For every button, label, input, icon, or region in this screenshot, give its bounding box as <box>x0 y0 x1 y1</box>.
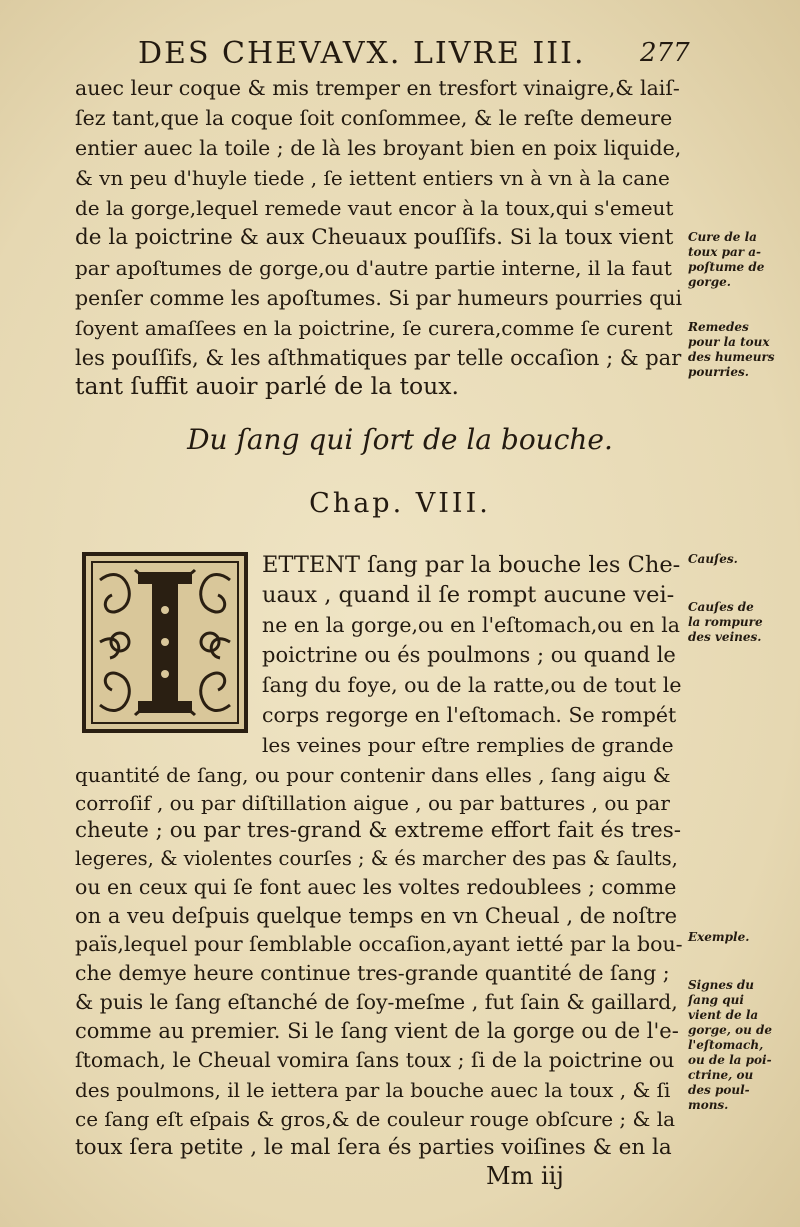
text-line: de la gorge,lequel remede vaut encor à la toux,qui s'emeut <box>75 196 674 220</box>
text-line: ſoyent amaſſees en la poictrine, ſe curera,comme ſe curent <box>75 316 673 340</box>
note-line: Signes du <box>688 978 755 992</box>
note-line: ou de la poi- <box>688 1053 772 1067</box>
running-title: DES CHEVAVX. LIVRE III. <box>138 36 586 71</box>
ornamental-drop-cap <box>80 550 250 735</box>
chapter-heading: Du ſang qui ſort de la bouche. <box>187 423 613 456</box>
note-line: Cure de la <box>688 230 757 244</box>
text-line: ſang du foye, ou de la ratte,ou de tout le <box>262 673 682 697</box>
text-line: les pouſſifs, & les aſthmatiques par telle occaſion ; & par <box>75 346 682 370</box>
text-line: ou en ceux qui ſe font auec les voltes redoublees ; comme <box>75 875 677 899</box>
note-line: la rompure <box>688 615 763 629</box>
marginal-note-causes <box>688 552 794 567</box>
text-line: païs,lequel pour ſemblable occaſion,ayant ietté par la bou- <box>75 932 683 956</box>
text-line: corroſif , ou par diſtillation aigue , ou par battures , ou par <box>75 791 670 815</box>
note-line: ctrine, ou <box>688 1068 754 1082</box>
text-line: les veines pour eſtre remplies de grande <box>262 733 674 757</box>
note-line: Cauſes. <box>688 552 738 566</box>
note-line: des veines. <box>688 630 762 644</box>
note-line: l'eſtomach, <box>688 1038 764 1052</box>
text-line: ſez tant,que la coque ſoit conſommee, & le reſte demeure <box>75 106 673 130</box>
text-line: auec leur coque & mis tremper en tresfort vinaigre,& laiſ- <box>75 76 680 100</box>
text-line: corps regorge en l'eſtomach. Se rompét <box>262 703 677 727</box>
text-line: cheute ; ou par tres-grand & extreme effort fait és tres- <box>75 818 682 843</box>
note-line: ſang qui <box>688 993 744 1007</box>
text-line: uaux , quand il ſe rompt aucune vei- <box>262 582 675 608</box>
page-number: 277 <box>640 38 690 68</box>
note-line: Exemple. <box>688 930 750 944</box>
text-line: ETTENT ſang par la bouche les Che- <box>262 552 681 578</box>
catchword-signature: Mm iij <box>486 1162 564 1190</box>
text-line: & puis le ſang eſtanché de ſoy-meſme , fut ſain & gaillard, <box>75 990 678 1014</box>
note-line: Remedes <box>688 320 749 334</box>
note-line: mons. <box>688 1098 729 1112</box>
running-header <box>0 36 800 72</box>
text-line: des poulmons, il le iettera par la bouche auec la toux , & ſi <box>75 1078 671 1102</box>
text-line: & vn peu d'huyle tiede , ſe iettent entiers vn à vn à la cane <box>75 166 670 190</box>
note-line: pourries. <box>688 365 749 379</box>
marginal-note-remedes <box>688 320 794 380</box>
text-line: tant ſuffit auoir parlé de la toux. <box>75 372 460 400</box>
note-line: gorge. <box>688 275 731 289</box>
drop-cap-ornament <box>80 550 250 735</box>
text-line: ce ſang eſt eſpais & gros,& de couleur rouge obſcure ; & la <box>75 1107 676 1131</box>
note-line: pour la toux <box>688 335 770 349</box>
note-line: poſtume de <box>688 260 765 274</box>
marginal-note-rompure <box>688 600 794 645</box>
note-line: des humeurs <box>688 350 775 364</box>
note-line: gorge, ou de <box>688 1023 773 1037</box>
text-line: penſer comme les apoſtumes. Si par humeurs pourries qui <box>75 286 683 310</box>
text-line: ne en la gorge,ou en l'eſtomach,ou en la <box>262 613 680 637</box>
text-line: toux ſera petite , le mal ſera és parties voiſines & en la <box>75 1135 672 1160</box>
note-line: Cauſes de <box>688 600 754 614</box>
text-line: legeres, & violentes courſes ; & és marcher des pas & ſaults, <box>75 847 678 870</box>
marginal-note-signes <box>688 978 794 1113</box>
text-line: par apoſtumes de gorge,ou d'autre partie interne, il la faut <box>75 256 672 280</box>
marginal-note-cure <box>688 230 794 290</box>
text-line: quantité de ſang, ou pour contenir dans elles , ſang aigu & <box>75 763 671 787</box>
text-line: comme au premier. Si le ſang vient de la gorge ou de l'e- <box>75 1019 679 1043</box>
text-line: de la poictrine & aux Cheuaux pouſſifs. Si la toux vient <box>75 225 674 250</box>
note-line: toux par a- <box>688 245 762 259</box>
marginal-note-exemple <box>688 930 794 945</box>
text-line: on a veu deſpuis quelque temps en vn Cheual , de noſtre <box>75 904 678 928</box>
text-line: che demye heure continue tres-grande quantité de ſang ; <box>75 961 670 985</box>
note-line: vient de la <box>688 1008 759 1022</box>
text-line: ſtomach, le Cheual vomira ſans toux ; ſi de la poictrine ou <box>75 1048 675 1072</box>
text-line: entier auec la toile ; de là les broyant bien en poix liquide, <box>75 136 682 160</box>
text-line: poictrine ou és poulmons ; ou quand le <box>262 643 676 667</box>
chapter-number: Chap. VIII. <box>309 488 491 519</box>
note-line: des poul- <box>688 1083 750 1097</box>
